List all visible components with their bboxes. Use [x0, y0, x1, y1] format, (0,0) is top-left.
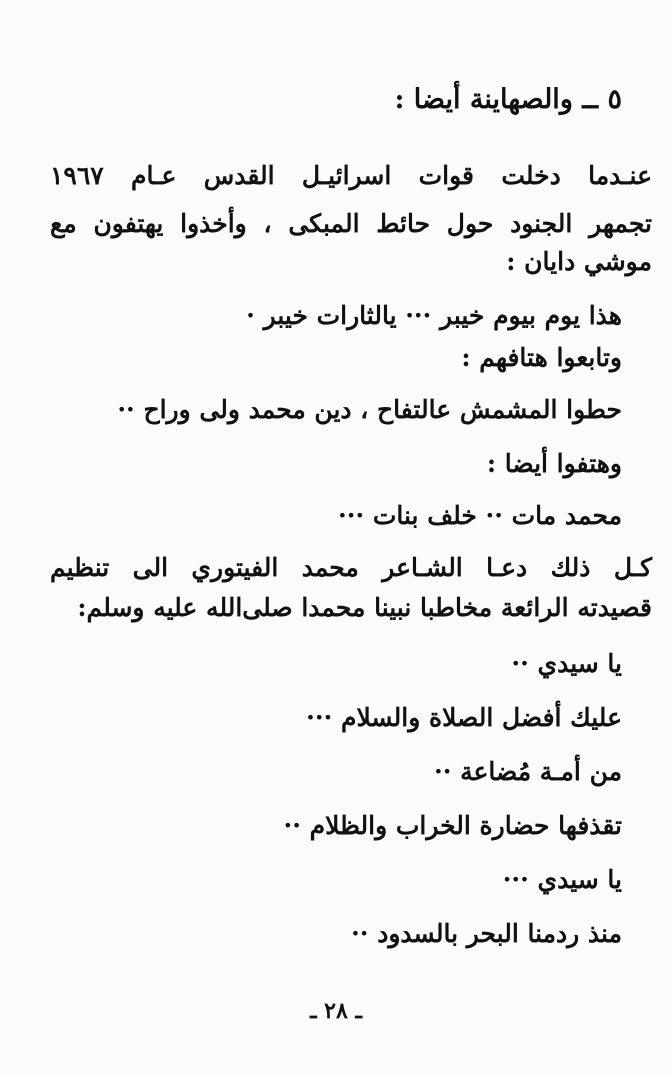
also-label: وهتفوا أيضا :	[486, 449, 622, 478]
poem-line: يا سيدي ···	[502, 865, 622, 894]
chant-3: محمد مات ·· خلف بنات ···	[338, 501, 622, 530]
section-heading: ٥ ــ والصهاينة أيضا :	[394, 84, 622, 115]
poem-line: من أمـة مُضاعة ··	[433, 757, 622, 786]
paragraph-2-line-1: كـل ذلك دعـا الشـاعر محمد الفيتوري الى تنظيم	[50, 553, 652, 582]
chant-2: حطوا المشمش عالتفاح ، دين محمد ولى وراح ··	[117, 395, 622, 424]
poem-line: يا سيدي ··	[511, 649, 622, 678]
paragraph-2-line-2: قصيدته الرائعة مخاطبا نبينا محمدا صلى‌الله عليه وسلم:	[77, 593, 652, 622]
chant-1: هذا يوم بيوم خيبر ··· يالثارات خيبر ·	[246, 301, 622, 330]
page-number: ـ ٢٨ ـ	[310, 998, 362, 1024]
poem-line: منذ ردمنا البحر بالسدود ··	[351, 919, 622, 948]
continued-label: وتابعوا هتافهم :	[461, 343, 622, 372]
paragraph-1-line-2: تجمهر الجنود حول حائط المبكى ، وأخذوا يهتفون مع	[50, 209, 652, 238]
poem-line: تقذفها حضارة الخراب والظلام ··	[283, 811, 622, 840]
poem-line: عليك أفضل الصلاة والسلام ···	[306, 703, 622, 732]
paragraph-1-line-3: موشي دايان :	[506, 247, 652, 276]
paragraph-1-line-1: عنـدما دخلت قوات اسرائيـل القدس عـام ١٩٦٧	[50, 161, 652, 190]
